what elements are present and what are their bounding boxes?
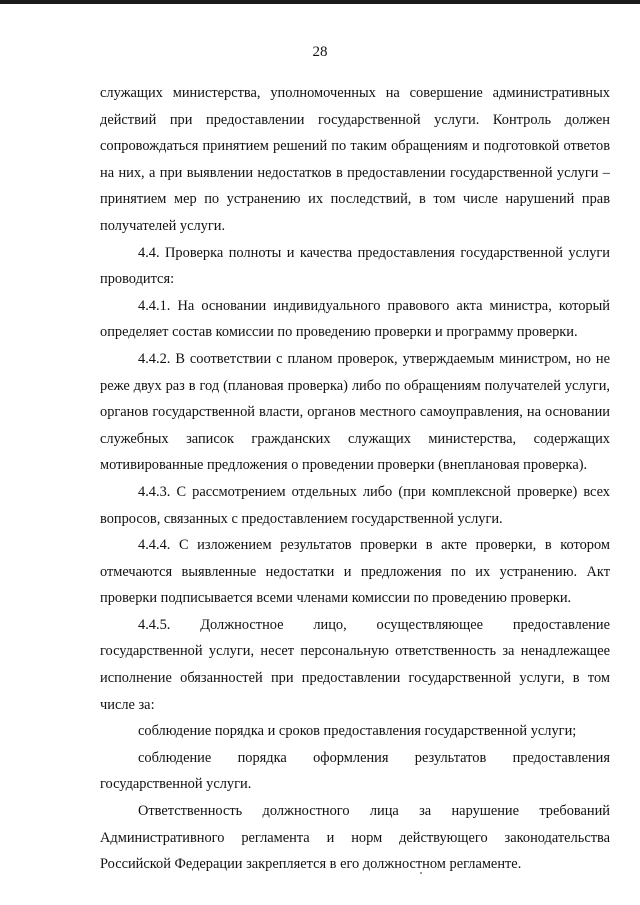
paragraph-4-4-5: 4.4.5. Должностное лицо, осуществляющее предоставление государственной услуги, несет персональную ответственность за ненадлежащее исполнение обязанностей при предоставлении государственной услуги, в том числе за: xyxy=(100,616,610,713)
paragraph-duty-deadlines: соблюдение порядка и сроков предоставления государственной услуги; xyxy=(138,723,577,740)
paragraph-duty-results: соблюдение порядка оформления результатов предоставления государственной услуги. xyxy=(100,749,610,793)
page-number: 28 xyxy=(312,44,328,60)
paragraph-4-4-3: 4.4.3. С рассмотрением отдельных либо (при комплексной проверке) всех вопросов, связанных с предоставлением государственной услуги. xyxy=(100,483,610,527)
scan-speck xyxy=(420,872,422,874)
paragraph-4-4-2: 4.4.2. В соответствии с планом проверок, утверждаемым министром, но не реже двух раз в год (плановая проверка) либо по обращениям получателей услуги, органов государственной власти, органов местного самоуправления, на основании служебных записок гражданских служащих министерства, содержащих мотивированные предложения о проведении проверки (внеплановая проверка). xyxy=(100,350,610,474)
paragraph-4-4-4: 4.4.4. С изложением результатов проверки в акте проверки, в котором отмечаются выявленные недостатки и предложения по их устранению. Акт проверки подписывается всеми членами комиссии по проведению проверки. xyxy=(100,537,610,607)
paragraph-4-4: 4.4. Проверка полноты и качества предоставления государственной услуги проводится: xyxy=(100,244,610,288)
paragraph-4-4-1: 4.4.1. На основании индивидуального правового акта министра, который определяет состав комиссии по проведению проверки и программу проверки. xyxy=(100,297,610,341)
document-body xyxy=(100,80,610,878)
paragraph-responsibility: Ответственность должностного лица за нарушение требований Административного регламента и норм действующего законодательства Российской Федерации закрепляется в его должностном регламенте. xyxy=(100,803,610,873)
paragraph-continuation: служащих министерства, уполномоченных на совершение административных действий при предоставлении государственной услуги. Контроль должен сопровождаться принятием решений по таким обращениям и подготовкой ответов на них, а при выявлении недостатков в предоставлении государственной услуги – принятием мер по устранению их последствий, в том числе нарушений прав получателей услуги. xyxy=(100,85,610,234)
top-border-line xyxy=(0,0,640,4)
